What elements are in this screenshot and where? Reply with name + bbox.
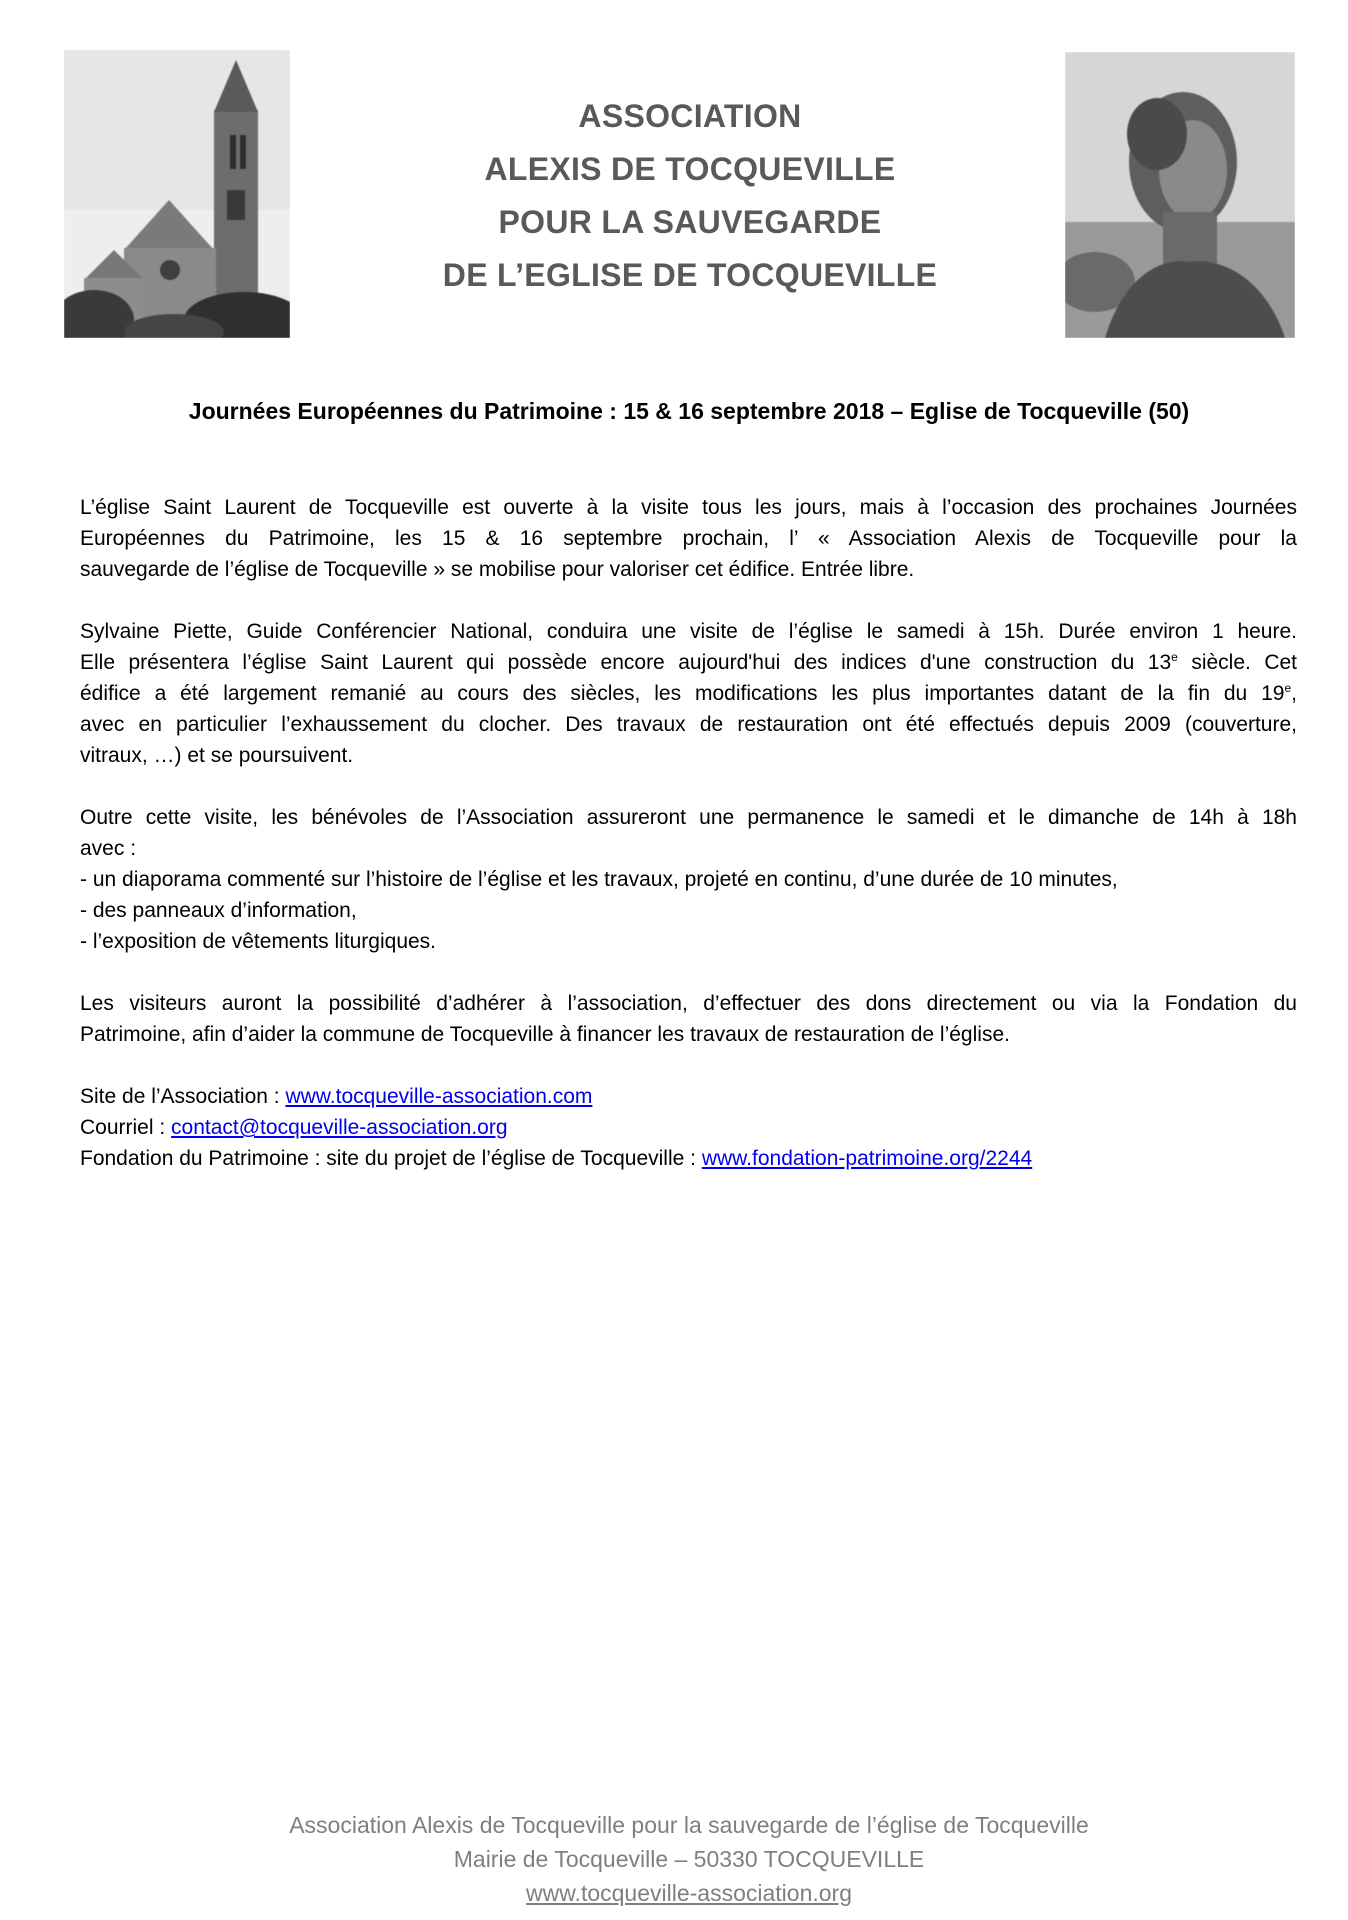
footer-line-2: Mairie de Tocqueville – 50330 TOCQUEVILLE xyxy=(453,1846,925,1872)
text-line: L’église Saint Laurent de Tocqueville est ouverte à la visite tous les jours, mais à l’occasion des prochaines Journées xyxy=(80,496,1297,519)
text-line xyxy=(80,678,1297,709)
text-line: Les visiteurs auront la possibilité d’adhérer à l’association, d’effectuer des dons directement ou via la Fondation du xyxy=(80,992,1297,1015)
contact-block xyxy=(80,1081,1297,1174)
list-item: - un diaporama commenté sur l’histoire de l’église et les travaux, projeté en continu, d’une durée de 10 minutes, xyxy=(80,868,1118,891)
mail-line xyxy=(80,1112,1297,1143)
title-line-4: DE L’EGLISE DE TOCQUEVILLE xyxy=(442,257,938,293)
paragraph-visit xyxy=(80,616,1297,771)
footer-website-link[interactable]: www.tocqueville-association.org xyxy=(526,1880,852,1906)
mail-label: Courriel : xyxy=(80,1116,172,1139)
title-line-3: POUR LA SAUVEGARDE xyxy=(498,204,882,240)
list-item: - des panneaux d’information, xyxy=(80,899,357,922)
text-segment: , xyxy=(1291,682,1297,705)
text-line: vitraux, …) et se poursuivent. xyxy=(80,744,354,767)
site-line xyxy=(80,1081,1297,1112)
event-title: Journées Européennes du Patrimoine : 15 & 16 septembre 2018 – Eglise de Tocqueville (50) xyxy=(188,398,1190,424)
site-label: Site de l’Association : xyxy=(80,1085,286,1108)
text-line: Patrimoine, afin d’aider la commune de Tocqueville à financer les travaux de restauration de l’église. xyxy=(80,1023,1010,1046)
association-title xyxy=(340,90,1040,302)
text-segment: édifice a été largement remanié au cours des siècles, les modifications les plus importantes datant de la fin du 19 xyxy=(80,682,1285,705)
bust-photo xyxy=(1065,52,1295,338)
text-segment: siècle. Cet xyxy=(1177,651,1298,674)
list-item: - l’exposition de vêtements liturgiques. xyxy=(80,930,437,953)
contact-email-link[interactable]: contact@tocqueville-association.org xyxy=(171,1116,508,1139)
superscript: e xyxy=(1171,650,1178,664)
fondation-line xyxy=(80,1143,1297,1174)
title-line-1: ASSOCIATION xyxy=(578,98,802,134)
text-line: avec en particulier l’exhaussement du clocher. Des travaux de restauration ont été effectués depuis 2009 (couverture, xyxy=(80,713,1297,736)
text-line: Outre cette visite, les bénévoles de l’Association assureront une permanence le samedi et le dimanche de 14h à 18h xyxy=(80,806,1297,829)
text-line xyxy=(80,647,1297,678)
footer-line-1: Association Alexis de Tocqueville pour la sauvegarde de l’église de Tocqueville xyxy=(289,1812,1089,1838)
fondation-patrimoine-link[interactable]: www.fondation-patrimoine.org/2244 xyxy=(701,1147,1033,1170)
paragraph-donations xyxy=(80,988,1297,1050)
text-line: Européennes du Patrimoine, les 15 & 16 septembre prochain, l’ « Association Alexis de Tocqueville pour la xyxy=(80,527,1297,550)
text-line: avec : xyxy=(80,837,137,860)
footer xyxy=(0,1808,1348,1910)
paragraph-intro xyxy=(80,492,1297,585)
church-photo xyxy=(64,50,290,338)
title-line-2: ALEXIS DE TOCQUEVILLE xyxy=(484,151,896,187)
superscript: e xyxy=(1284,681,1292,695)
text-line: sauvegarde de l’église de Tocqueville » se mobilise pour valoriser cet édifice. Entrée libre. xyxy=(80,558,915,581)
text-line: Sylvaine Piette, Guide Conférencier National, conduira une visite de l’église le samedi à 15h. Durée environ 1 heure. xyxy=(80,620,1297,643)
document-body xyxy=(80,492,1297,1205)
paragraph-permanence xyxy=(80,802,1297,957)
fondation-label: Fondation du Patrimoine : site du projet de l’église de Tocqueville : xyxy=(80,1147,702,1170)
text-segment: Elle présentera l’église Saint Laurent qui possède encore aujourd'hui des indices d'une construction du 13 xyxy=(80,651,1172,674)
association-site-link[interactable]: www.tocqueville-association.com xyxy=(285,1085,593,1108)
